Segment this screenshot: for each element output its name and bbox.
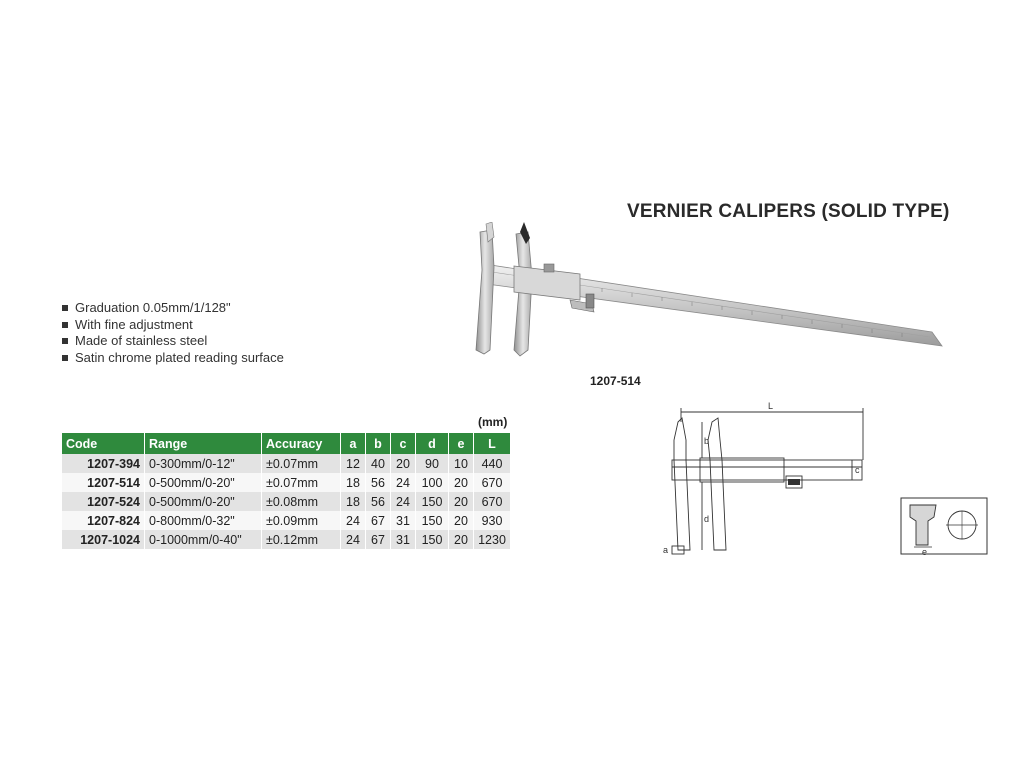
spec-table	[62, 433, 511, 549]
cell-d: 150	[416, 511, 449, 530]
cell-d: 100	[416, 473, 449, 492]
feature-item: Satin chrome plated reading surface	[62, 350, 284, 367]
table-row	[62, 530, 511, 549]
photo-caption: 1207-514	[590, 374, 641, 388]
cell-e: 20	[449, 530, 474, 549]
column-header: a	[341, 433, 366, 454]
cell-code: 1207-394	[62, 454, 145, 473]
cell-l: 930	[474, 511, 511, 530]
cell-code: 1207-514	[62, 473, 145, 492]
square-bullet-icon	[62, 322, 68, 328]
cell-b: 56	[366, 492, 391, 511]
cell-b: 67	[366, 511, 391, 530]
dim-label-l: L	[768, 401, 774, 411]
cell-b: 56	[366, 473, 391, 492]
table-row	[62, 511, 511, 530]
cell-c: 31	[391, 511, 416, 530]
cell-accuracy: ±0.09mm	[262, 511, 341, 530]
cell-e: 10	[449, 454, 474, 473]
column-header: Code	[62, 433, 145, 454]
cell-code: 1207-824	[62, 511, 145, 530]
cell-a: 12	[341, 454, 366, 473]
dim-label-b: b	[704, 436, 710, 446]
table-row	[62, 454, 511, 473]
dim-label-c: c	[855, 465, 860, 475]
cell-code: 1207-524	[62, 492, 145, 511]
page-title: VERNIER CALIPERS (SOLID TYPE)	[627, 201, 950, 222]
cell-c: 24	[391, 492, 416, 511]
cell-l: 440	[474, 454, 511, 473]
square-bullet-icon	[62, 305, 68, 311]
table-row	[62, 473, 511, 492]
column-header: L	[474, 433, 511, 454]
square-bullet-icon	[62, 338, 68, 344]
cell-a: 18	[341, 492, 366, 511]
caliper-dimension-diagram	[660, 400, 875, 570]
cell-range: 0-1000mm/0-40"	[145, 530, 262, 549]
unit-label: (mm)	[478, 415, 508, 429]
cell-a: 24	[341, 530, 366, 549]
cell-range: 0-300mm/0-12"	[145, 454, 262, 473]
dim-label-e: e	[922, 547, 928, 557]
cell-c: 20	[391, 454, 416, 473]
column-header: d	[416, 433, 449, 454]
feature-list	[62, 300, 284, 366]
feature-item: Graduation 0.05mm/1/128"	[62, 300, 284, 317]
cell-accuracy: ±0.12mm	[262, 530, 341, 549]
cell-a: 18	[341, 473, 366, 492]
cell-d: 150	[416, 530, 449, 549]
feature-item: Made of stainless steel	[62, 333, 284, 350]
cell-l: 1230	[474, 530, 511, 549]
cell-l: 670	[474, 473, 511, 492]
table-row	[62, 492, 511, 511]
table-header-row	[62, 433, 511, 454]
cell-b: 67	[366, 530, 391, 549]
cell-c: 24	[391, 473, 416, 492]
cell-b: 40	[366, 454, 391, 473]
cell-range: 0-500mm/0-20"	[145, 492, 262, 511]
dim-label-a: a	[663, 545, 669, 555]
cell-accuracy: ±0.07mm	[262, 454, 341, 473]
cell-e: 20	[449, 511, 474, 530]
caliper-product-image	[462, 222, 947, 362]
cell-code: 1207-1024	[62, 530, 145, 549]
cell-d: 150	[416, 492, 449, 511]
dim-label-d: d	[704, 514, 710, 524]
square-bullet-icon	[62, 355, 68, 361]
jaw-section-detail	[900, 497, 990, 557]
column-header: b	[366, 433, 391, 454]
feature-item: With fine adjustment	[62, 317, 284, 334]
column-header: e	[449, 433, 474, 454]
cell-e: 20	[449, 473, 474, 492]
cell-e: 20	[449, 492, 474, 511]
cell-c: 31	[391, 530, 416, 549]
cell-d: 90	[416, 454, 449, 473]
column-header: Range	[145, 433, 262, 454]
cell-range: 0-800mm/0-32"	[145, 511, 262, 530]
cell-range: 0-500mm/0-20"	[145, 473, 262, 492]
column-header: c	[391, 433, 416, 454]
cell-accuracy: ±0.08mm	[262, 492, 341, 511]
cell-l: 670	[474, 492, 511, 511]
cell-a: 24	[341, 511, 366, 530]
cell-accuracy: ±0.07mm	[262, 473, 341, 492]
column-header: Accuracy	[262, 433, 341, 454]
